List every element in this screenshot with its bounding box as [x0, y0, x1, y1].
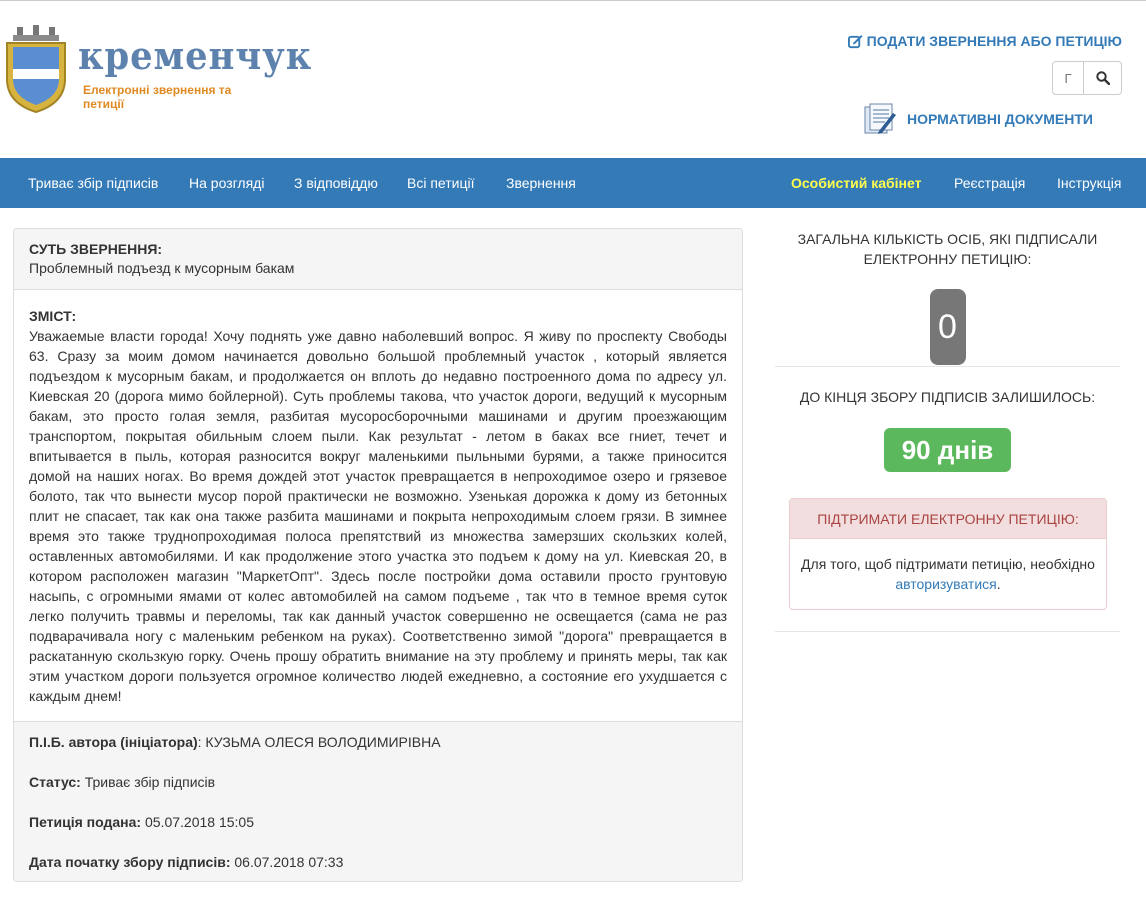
nav-registration[interactable]: Реєстрація — [954, 175, 1026, 191]
nav-collecting-signatures[interactable]: Триває збір підписів — [28, 175, 159, 191]
support-body — [790, 539, 1106, 594]
support-title: ПІДТРИМАТИ ЕЛЕКТРОННУ ПЕТИЦІЮ: — [790, 499, 1106, 539]
start-date-value: 06.07.2018 07:33 — [230, 854, 344, 870]
nav-under-review[interactable]: На розгляді — [189, 175, 265, 191]
content-text: Уважаемые власти города! Хочу поднять уже давно наболевший вопрос. Я живу по проспекту Свободы 63. Сразу за моим домом начинается довольно большой проблемный участок , который является подъездом к мусорным бакам, и продолжается он вплоть до недавно построенного дома по адресу ул. Киевская 20 (дорога мимо бойлерной). Суть проблемы такова, что участок дороги, ведущий к мусорным бакам, это просто голая земля, разбитая мусоросборочными машинами и другим проезжающим транспортом, покрытая обильным слоем пыли. Как результат - летом в баках все гниет, течет и впитывается в пыль, которая разносится вокруг маленькими пыльными бурями, а также приносится домой на наших ногах. Во время дождей этот участок превращается в непроходимое озеро и грязевое болото, так что вынести мусор порой практически не возможно. Узенькая дорожка к дому из бетонных плит не спасает, так как она также разбита машинами и покрыта непроходимым слоем грязи. В зимнее время это также труднопроходимая полоса препятствий из множества замерзших скользких колей, оставленных автомобилями. И как продолжение этого участка это подъем к дому на ул. Киевская 20, в котором расположен магазин "МаркетОпт". Здесь после постройки дома оставили просто грунтовую насыпь, с огромными ямами от колес автомобилей на самом подъеме , так что в темное время суток легко получить травмы и переломы, так как данный участок совершенно не освещается (сама не раз подварачивала ногу с маленьким ребенком на руках). Соответственно зимой "дорога" превращается в раскатанную скользкую горку. Очень прошу обратить внимание на эту проблему и принять меры, так как этим участком дороги пользуется огромное количество людей ежедневно, а состояние его ухудшается с каждым днем! — [29, 328, 727, 704]
main-navbar — [0, 158, 1146, 208]
petition-details-section — [14, 721, 742, 882]
search-button[interactable] — [1084, 61, 1122, 95]
petition-sidebar — [775, 228, 1120, 592]
subject-label: СУТЬ ЗВЕРНЕННЯ: — [29, 241, 163, 257]
signers-count-badge: 0 — [930, 289, 966, 365]
nav-personal-cabinet[interactable]: Особистий кабінет — [791, 175, 922, 191]
author-value: : КУЗЬМА ОЛЕСЯ ВОЛОДИМИРІВНА — [197, 734, 441, 750]
site-logo[interactable] — [3, 25, 313, 115]
city-crest-icon — [3, 25, 69, 113]
status-value: Триває збір підписів — [80, 774, 216, 790]
status-label: Статус: — [29, 774, 81, 790]
submit-petition-link[interactable] — [848, 33, 1122, 49]
support-petition-panel — [789, 498, 1107, 610]
start-date-label: Дата початку збору підписів: — [29, 854, 231, 870]
content-label: ЗМІСТ: — [29, 308, 77, 324]
search-input[interactable] — [1052, 61, 1084, 95]
normative-docs-label: НОРМАТИВНІ ДОКУМЕНТИ — [906, 111, 1093, 127]
search-icon — [1096, 71, 1110, 85]
logo-title: кременчук — [78, 33, 313, 78]
author-row — [29, 734, 727, 774]
logo-subtitle: Електронні звернення та петиції — [83, 83, 232, 111]
remaining-caption: ДО КІНЦЯ ЗБОРУ ПІДПИСІВ ЗАЛИШИЛОСЬ: — [799, 389, 1096, 405]
support-end: . — [996, 576, 1001, 592]
sidebar-bottom-divider — [775, 631, 1120, 632]
documents-icon — [861, 101, 897, 137]
nav-all-petitions[interactable]: Всі петиції — [407, 175, 475, 191]
remaining-days-badge: 90 днів — [884, 428, 1011, 472]
nav-answered[interactable]: З відповіддю — [294, 175, 378, 191]
edit-icon — [848, 34, 863, 49]
nav-instruction[interactable]: Інструкція — [1057, 175, 1122, 191]
petition-content-section — [14, 290, 742, 721]
submit-petition-label: ПОДАТИ ЗВЕРНЕННЯ АБО ПЕТИЦІЮ — [866, 33, 1122, 49]
petition-subject-section — [14, 229, 742, 290]
author-label: П.І.Б. автора (ініціатора) — [29, 734, 198, 750]
signers-block — [775, 228, 1120, 366]
remaining-block — [775, 367, 1120, 484]
submitted-label: Петиція подана: — [29, 814, 142, 830]
authorize-link[interactable]: авторизуватися — [895, 576, 997, 592]
nav-appeals[interactable]: Звернення — [506, 175, 576, 191]
submitted-row — [29, 814, 727, 854]
site-header — [0, 1, 1146, 158]
normative-docs-link[interactable] — [861, 101, 1093, 137]
support-text: Для того, щоб підтримати петицію, необхідно — [801, 556, 1095, 572]
petition-panel — [13, 228, 743, 882]
subject-text: Проблемный подъезд к мусорным бакам — [29, 260, 295, 276]
search-group — [1052, 61, 1122, 95]
signers-caption: ЗАГАЛЬНА КІЛЬКІСТЬ ОСІБ, ЯКІ ПІДПИСАЛИ ЕЛЕКТРОННУ ПЕТИЦІЮ: — [797, 231, 1098, 267]
start-date-row — [29, 854, 727, 882]
status-row — [29, 774, 727, 814]
submitted-value: 05.07.2018 15:05 — [141, 814, 254, 830]
